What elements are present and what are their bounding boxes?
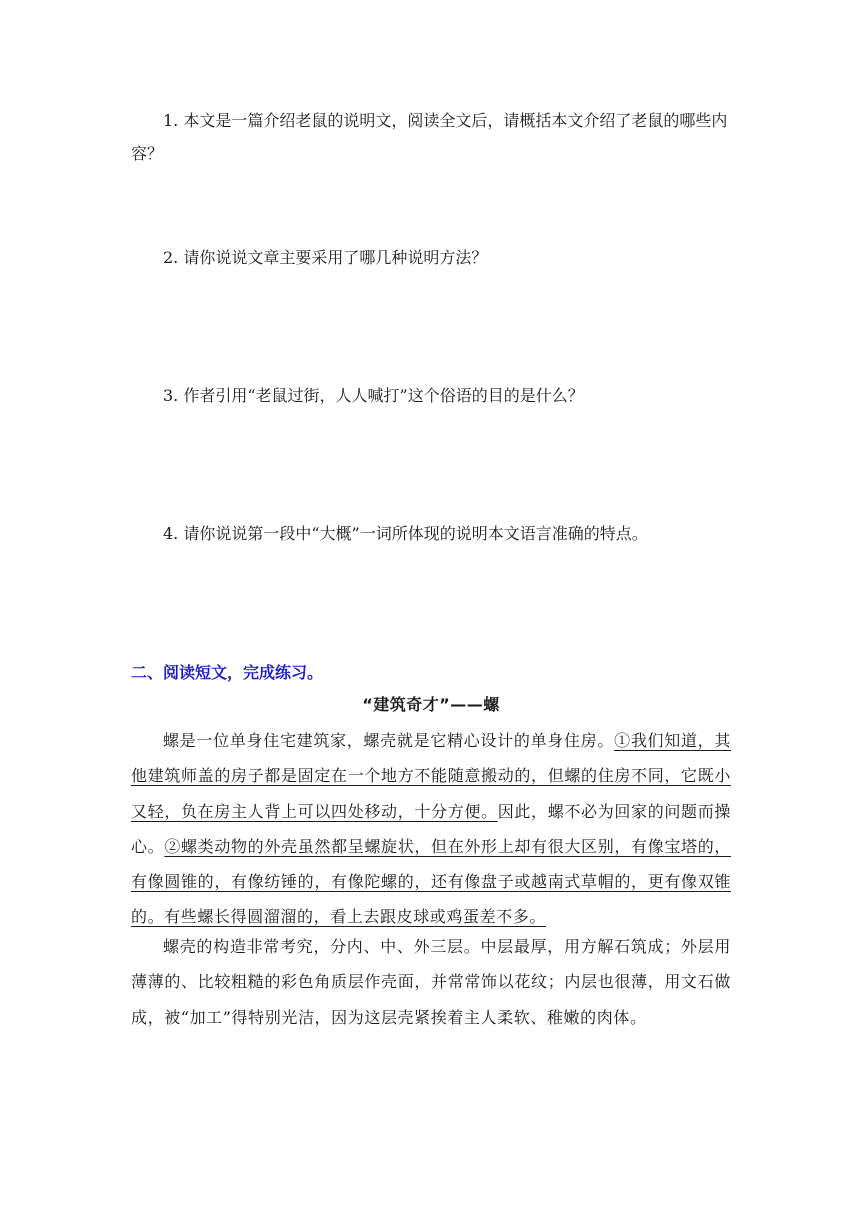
article-title: “建筑奇才”——螺 <box>362 695 500 714</box>
paragraph-1-middle: 因此，螺不必为回家的问题而操心。 <box>131 801 731 856</box>
underlined-sentence-1: ①我们知道，其他建筑师盖的房子都是固定在一个地方不能随意搬动的，但螺的住房不同，它既小又轻，负在房主人背上可以四处移动，十分方便。 <box>131 731 731 821</box>
underlined-sentence-2: ②螺类动物的外壳虽然都呈螺旋状，但在外形上却有很大区别，有像宝塔的，有像圆锥的，有像纺锤的，有像陀螺的，还有像盘子或越南式草帽的，更有像双锥的。有些螺长得圆溜溜的，看上去跟皮球或鸡蛋差不多。 <box>131 836 731 927</box>
article-paragraph-2: 螺壳的构造非常考究，分内、中、外三层。中层最厚，用方解石筑成；外层用薄薄的、比较粗糙的彩色角质层作壳面，并常常饰以花纹；内层也很薄，用文石做成，被“加工”得特别光洁，因为这层壳紧挨着主人柔软、稚嫩的肉体。 <box>131 937 731 1027</box>
paragraph-1-intro: 螺是一位单身住宅建筑家，螺壳就是它精心设计的单身住房。 <box>163 731 615 750</box>
question-3: 3. 作者引用“老鼠过街，人人喊打”这个俗语的目的是什么？ <box>163 386 584 405</box>
question-4: 4. 请你说说第一段中“大概”一词所体现的说明本文语言准确的特点。 <box>163 524 648 543</box>
question-1: 1. 本文是一篇介绍老鼠的说明文，阅读全文后，请概括本文介绍了老鼠的哪些内容？ <box>131 111 728 163</box>
section-heading: 二、阅读短文，完成练习。 <box>131 663 324 682</box>
question-2: 2. 请你说说文章主要采用了哪几种说明方法？ <box>163 248 488 267</box>
article-paragraph-1 <box>131 723 731 935</box>
